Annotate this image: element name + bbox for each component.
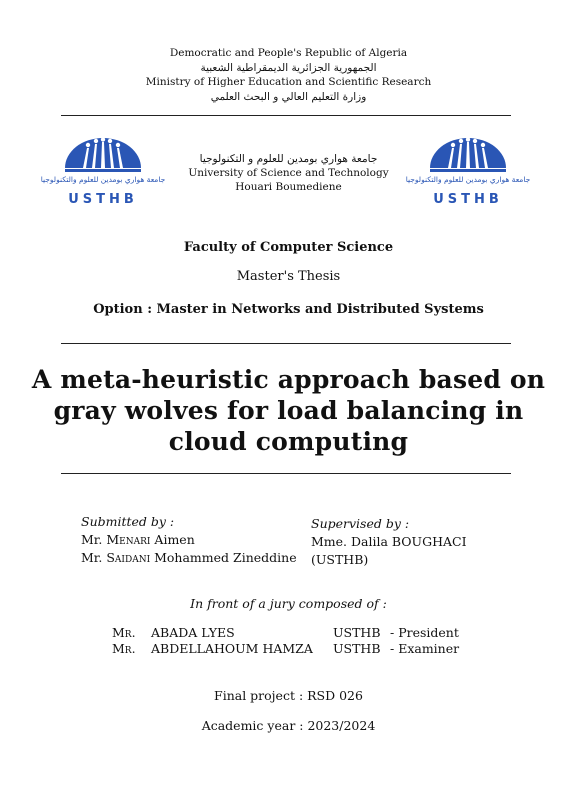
academic-year: Academic year : 2023/2024 [201, 718, 376, 733]
supervisor-affiliation: (USTHB) [311, 552, 369, 567]
svg-text:جامعة هواري بومدين للعلوم والت: جامعة هواري بومدين للعلوم والتكنولوجيا [405, 175, 531, 184]
republic-en: Democratic and People's Republic of Algeria [169, 47, 408, 59]
jury-institution: USTHB [333, 640, 381, 656]
title-line: gray wolves for load balancing in [53, 396, 524, 425]
university-block [0, 152, 577, 194]
header-block [0, 46, 577, 104]
title-line: cloud computing [168, 427, 409, 456]
thesis-option: Option : Master in Networks and Distributed Systems [93, 302, 484, 317]
thesis-title [0, 364, 577, 457]
university-name-ar: جامعة هواري بومدين للعلوم و التكنولوجيا [199, 153, 378, 165]
jury-role: - President [390, 625, 459, 640]
student-last-name: Saidani [106, 550, 151, 565]
student-row: Mr. Menari Aimen [81, 532, 195, 547]
title-line: A meta-heuristic approach based on [31, 365, 546, 394]
student-row: Mr. Saidani Mohammed Zineddine [81, 550, 297, 565]
header-divider [61, 115, 511, 116]
svg-text:جامعة هواري بومدين للعلوم والت: جامعة هواري بومدين للعلوم والتكنولوجيا [40, 175, 166, 184]
jury-institution: USTHB [333, 625, 381, 640]
jury-name: ABADA LYES [151, 625, 235, 640]
final-project: Final project : RSD 026 [214, 688, 363, 703]
faculty-name: Faculty of Computer Science [183, 240, 394, 255]
supervisor-name: Mme. Dalila BOUGHACI [311, 534, 467, 549]
jury-label: In front of a jury composed of : [190, 596, 387, 611]
ministry-ar: وزارة التعليم العالي و البحث العلمي [210, 90, 367, 103]
student-last-name: Menari [106, 532, 151, 547]
logo-text: USTHB [68, 192, 138, 207]
ministry-en: Ministry of Higher Education and Scientific Research [145, 76, 432, 88]
jury-title: Mr. [112, 625, 136, 640]
jury-role: - Examiner [390, 640, 460, 656]
jury-name: ABDELLAHOUM HAMZA [151, 640, 313, 656]
thesis-type: Master's Thesis [236, 269, 341, 284]
student-first-name: Aimen [154, 532, 195, 547]
supervised-block [311, 515, 467, 569]
jury-table [0, 625, 577, 657]
jury-title: Mr. [112, 640, 136, 656]
submitted-label: Submitted by : [81, 514, 175, 529]
title-divider-bottom [61, 473, 511, 474]
supervised-label: Supervised by : [311, 516, 410, 531]
university-name-en: University of Science and Technology [188, 167, 389, 179]
student-first-name: Mohammed Zineddine [154, 550, 297, 565]
republic-ar: الجمهورية الجزائرية الديمقراطية الشعبية [200, 61, 377, 74]
university-name-en2: Houari Boumediene [235, 181, 342, 193]
logo-text: USTHB [433, 192, 503, 207]
title-divider-top [61, 343, 511, 344]
submitted-block [81, 513, 297, 567]
